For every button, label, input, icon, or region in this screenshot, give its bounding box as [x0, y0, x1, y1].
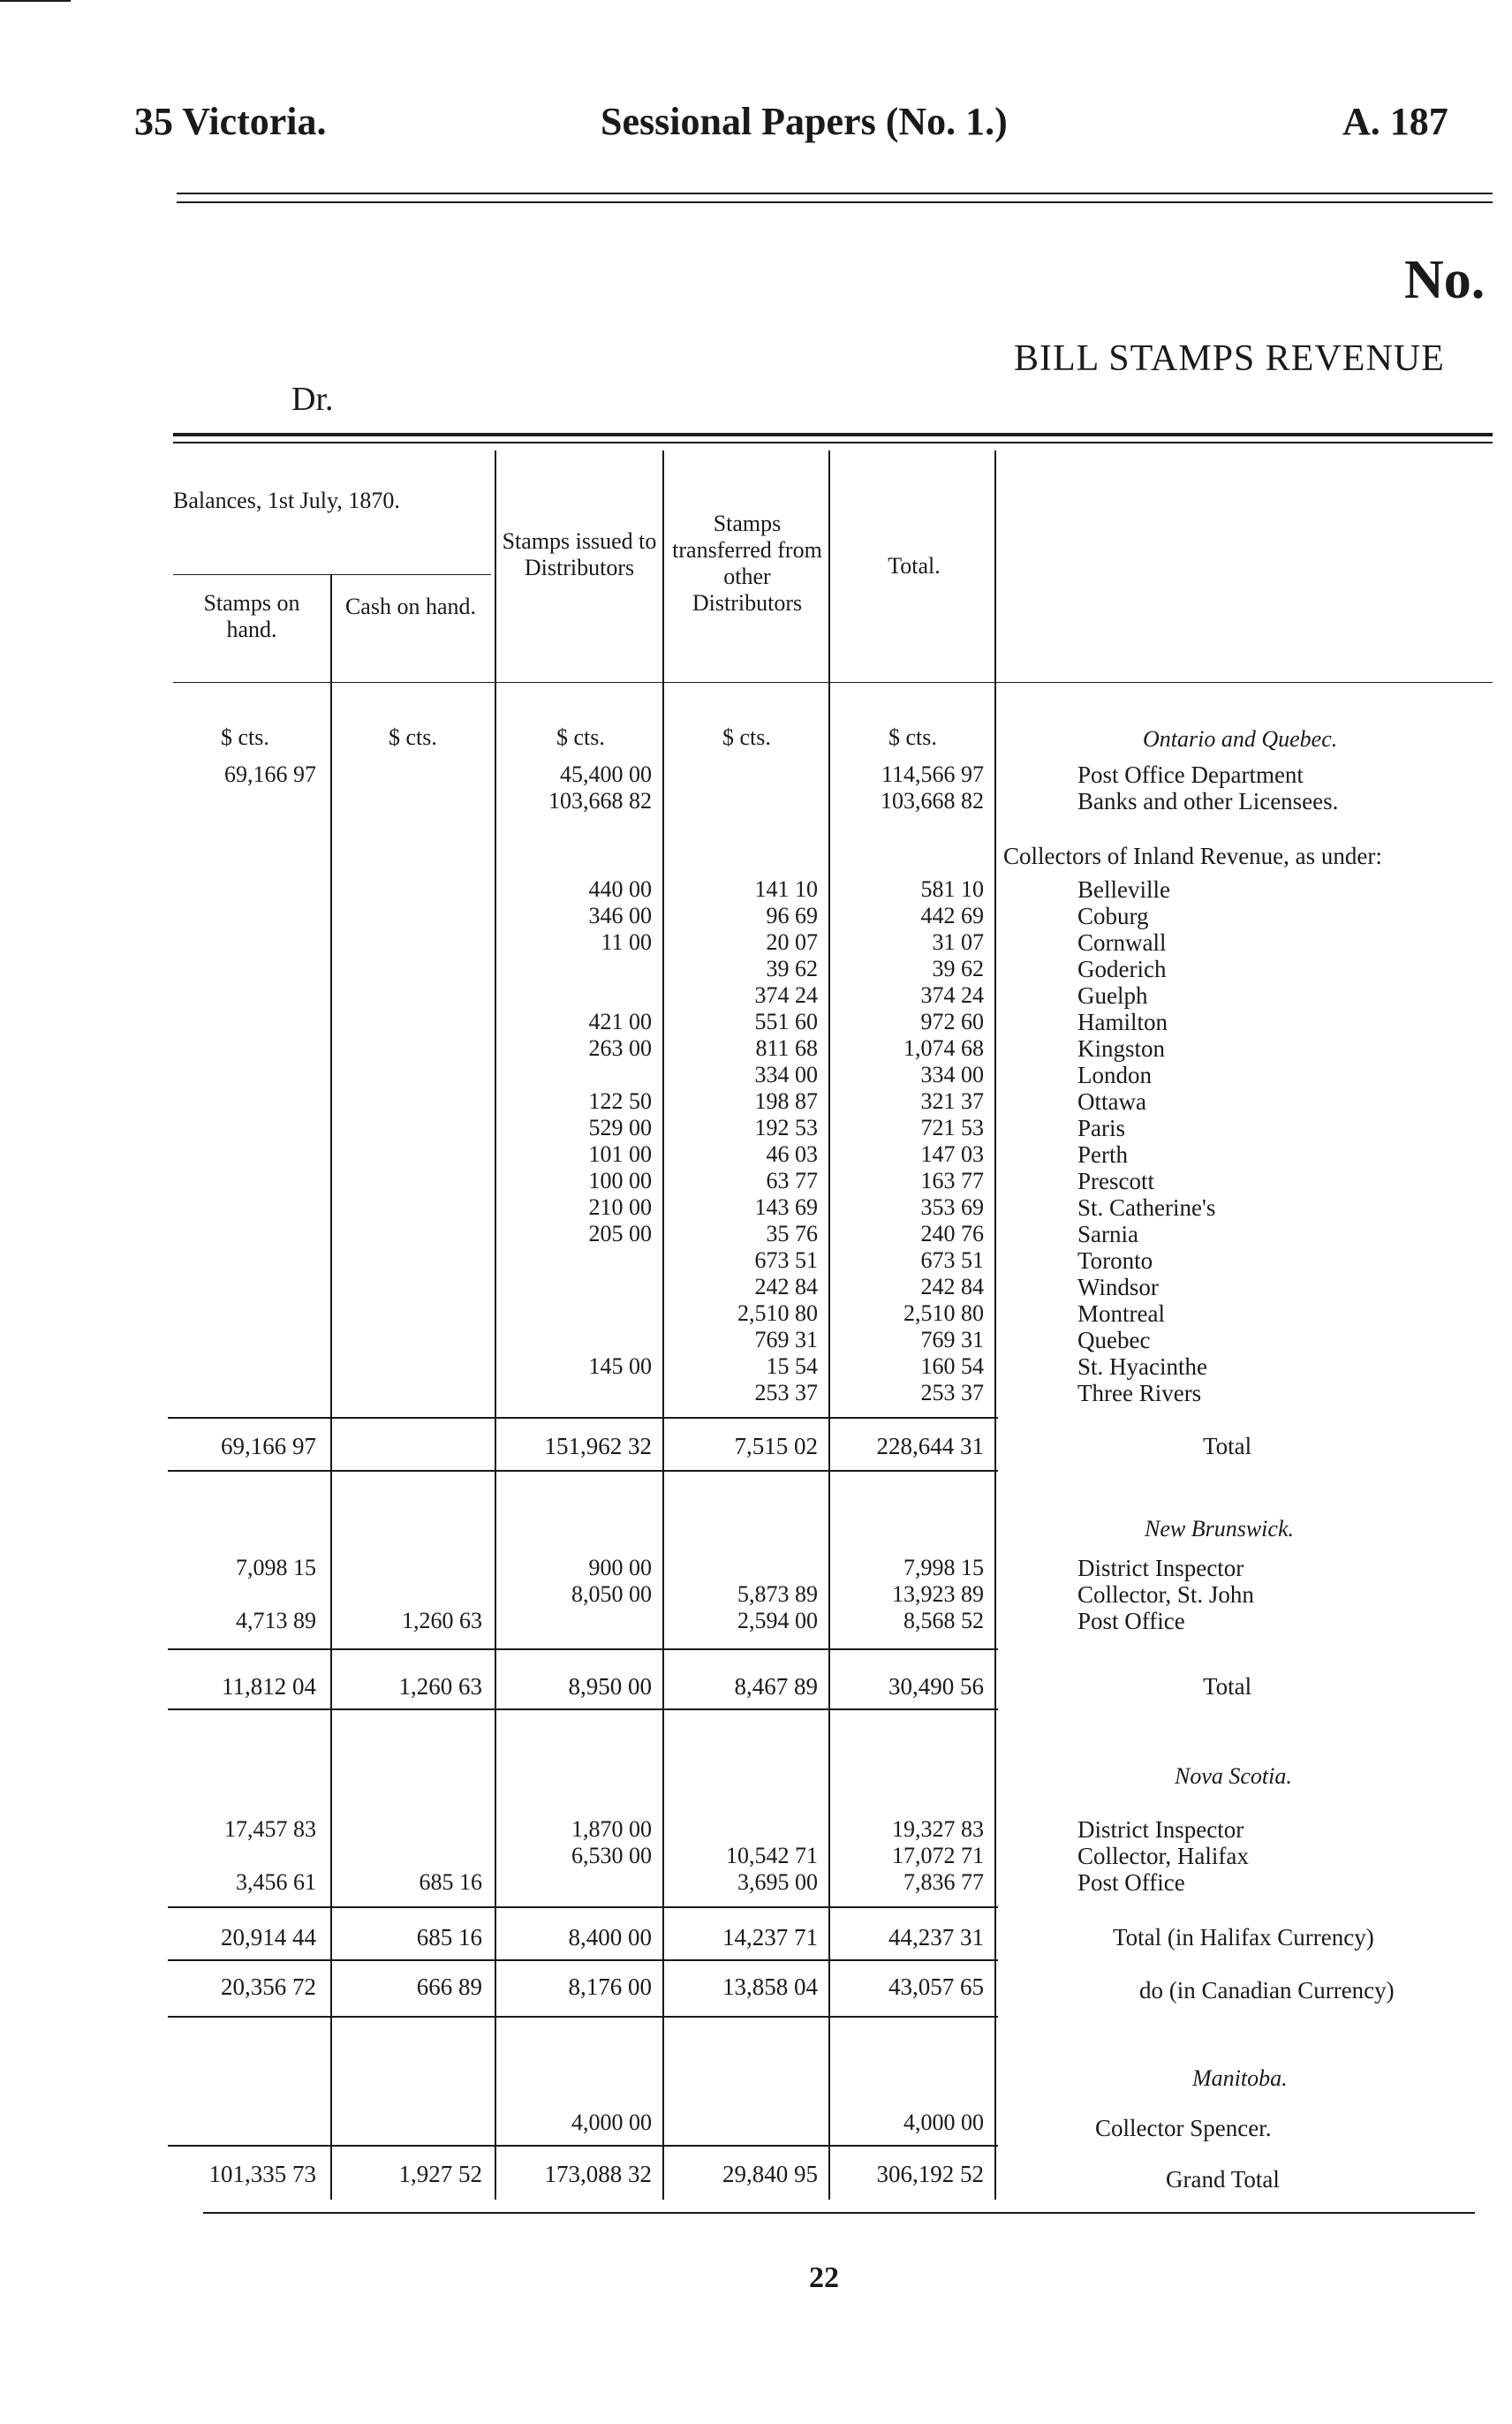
row-label: Post Office [1077, 1608, 1185, 1634]
cell-transferred: 8,467 89 [734, 1673, 818, 1700]
section-title-new-brunswick: New Brunswick. [1145, 1516, 1294, 1542]
cell-total: 39 62 [932, 956, 984, 981]
cell-stamps-on-hand: 20,914 44 [221, 1924, 316, 1951]
row-label: Sarnia [1077, 1221, 1138, 1247]
row-label: Post Office [1077, 1869, 1185, 1896]
cell-issued: 4,000 00 [571, 2110, 652, 2135]
row-label: do (in Canadian Currency) [1139, 1977, 1395, 2004]
cell-total: 43,057 65 [888, 1973, 984, 2000]
cell-transferred: 334 00 [754, 1062, 818, 1087]
cell-transferred: 15 54 [766, 1353, 818, 1379]
cell-transferred: 14,237 71 [722, 1924, 818, 1951]
cell-transferred: 192 53 [754, 1115, 818, 1140]
cell-total: 103,668 82 [881, 788, 984, 814]
row-label: Kingston [1077, 1035, 1166, 1062]
section-title-collectors: Collectors of Inland Revenue, as under: [1003, 843, 1382, 869]
header-bottom-rule [173, 682, 1493, 683]
row-label: Prescott [1077, 1168, 1154, 1194]
cell-transferred: 13,858 04 [722, 1973, 818, 2000]
cell-transferred: 7,515 02 [734, 1433, 818, 1459]
cell-issued: 145 00 [588, 1353, 652, 1379]
cell-transferred: 769 31 [754, 1327, 818, 1352]
header-subrule [173, 574, 491, 575]
cell-total: 4,000 00 [903, 2110, 984, 2135]
cell-transferred: 242 84 [754, 1274, 818, 1299]
cell-transferred: 96 69 [766, 903, 818, 928]
cell-total: 972 60 [920, 1009, 984, 1034]
cell-total: 334 00 [920, 1062, 984, 1087]
cell-transferred: 551 60 [754, 1009, 818, 1034]
total-rule [168, 1906, 998, 1908]
row-label: Banks and other Licensees. [1077, 788, 1339, 814]
column-divider [662, 451, 664, 2200]
cell-total: 7,836 77 [903, 1869, 984, 1895]
row-label: Collector, St. John [1077, 1581, 1254, 1608]
column-divider [828, 451, 830, 2200]
row-label: Belleville [1077, 876, 1170, 903]
cell-issued: 8,050 00 [571, 1581, 652, 1607]
cell-total: 673 51 [920, 1247, 984, 1273]
cell-total: 353 69 [920, 1194, 984, 1220]
header-stamps-transferred: Stamps transferred from other Distributors [672, 511, 822, 616]
cell-total: 2,510 80 [903, 1300, 984, 1326]
unit-label: $ cts. [221, 724, 269, 750]
cell-transferred: 39 62 [766, 956, 818, 981]
total-rule [168, 2145, 998, 2147]
cell-transferred: 198 87 [754, 1088, 818, 1114]
cell-total: 30,490 56 [888, 1673, 984, 1700]
cell-cash-on-hand: 685 16 [416, 1924, 482, 1951]
row-label: Guelph [1077, 982, 1148, 1009]
cell-issued: 173,088 32 [544, 2161, 652, 2187]
row-label: Total [1203, 1673, 1252, 1700]
cell-stamps-on-hand: 17,457 83 [224, 1816, 316, 1842]
cell-cash-on-hand: 685 16 [419, 1869, 482, 1895]
cell-total: 7,998 15 [903, 1555, 984, 1580]
row-label: District Inspector [1077, 1816, 1244, 1843]
total-rule [168, 1417, 998, 1419]
row-label: Total [1203, 1433, 1252, 1459]
cell-transferred: 2,594 00 [737, 1608, 818, 1633]
cell-total: 147 03 [920, 1141, 984, 1167]
cell-issued: 900 00 [588, 1555, 652, 1580]
row-label: St. Catherine's [1077, 1194, 1216, 1221]
cell-issued: 6,530 00 [571, 1843, 652, 1868]
page-number: 22 [809, 2261, 839, 2294]
header-stamps-on-hand: Stamps on hand. [203, 590, 300, 642]
cell-transferred: 811 68 [755, 1035, 818, 1061]
running-head-right: A. 187 [1342, 100, 1448, 143]
total-rule [168, 1470, 998, 1472]
cell-total: 17,072 71 [892, 1843, 984, 1868]
header-balances: Balances, 1st July, 1870. [173, 488, 400, 513]
row-label: Grand Total [1166, 2166, 1280, 2193]
table-top-rule [173, 442, 1493, 443]
cell-transferred: 253 37 [754, 1380, 818, 1405]
cell-issued: 8,176 00 [568, 1973, 652, 2000]
cell-issued: 1,870 00 [571, 1816, 652, 1842]
row-label: Post Office Department [1077, 761, 1304, 788]
row-label: Ottawa [1077, 1088, 1146, 1115]
row-label: Paris [1077, 1115, 1125, 1141]
running-head-left: 35 Victoria. [134, 100, 327, 143]
row-label: Toronto [1077, 1247, 1153, 1274]
unit-label: $ cts. [556, 724, 605, 750]
row-label: Three Rivers [1077, 1380, 1202, 1406]
cell-total: 114,566 97 [881, 761, 984, 787]
cell-transferred: 63 77 [766, 1168, 818, 1193]
cell-total: 13,923 89 [892, 1581, 984, 1607]
cell-issued: 11 00 [601, 929, 652, 955]
row-label: Goderich [1077, 956, 1167, 982]
cell-transferred: 3,695 00 [737, 1869, 818, 1895]
cell-issued: 151,962 32 [544, 1433, 652, 1459]
cell-issued: 346 00 [588, 903, 652, 928]
row-label: Collector, Halifax [1077, 1843, 1249, 1869]
cell-total: 31 07 [932, 929, 984, 955]
cell-transferred: 673 51 [754, 1247, 818, 1273]
cell-total: 581 10 [920, 876, 984, 902]
cell-total: 240 76 [920, 1221, 984, 1246]
cell-total: 306,192 52 [876, 2161, 984, 2187]
cell-stamps-on-hand: 101,335 73 [208, 2161, 316, 2187]
total-rule [168, 2016, 998, 2018]
row-label: London [1077, 1062, 1152, 1088]
header-cash-on-hand: Cash on hand. [344, 594, 477, 619]
table-top-rule [173, 433, 1493, 436]
cell-stamps-on-hand: 7,098 15 [236, 1555, 316, 1580]
cell-cash-on-hand: 1,260 63 [398, 1673, 482, 1700]
total-rule [168, 1648, 998, 1650]
cell-issued: 101 00 [588, 1141, 652, 1167]
column-divider [330, 574, 332, 2200]
cell-total: 721 53 [920, 1115, 984, 1140]
column-divider [994, 451, 996, 2200]
header-rule [177, 193, 1493, 194]
cell-cash-on-hand: 666 89 [416, 1973, 482, 2000]
header-stamps-issued: Stamps issued to Distributors [502, 528, 657, 580]
row-label: Montreal [1077, 1300, 1165, 1327]
cell-transferred: 29,840 95 [722, 2161, 818, 2187]
cell-transferred: 35 76 [766, 1221, 818, 1246]
cell-stamps-on-hand: 4,713 89 [236, 1608, 316, 1633]
debit-label: Dr. [291, 381, 334, 418]
header-total: Total. [888, 553, 941, 579]
cell-total: 242 84 [920, 1274, 984, 1299]
document-number: No. [1404, 250, 1486, 310]
row-label: Cornwall [1077, 929, 1167, 956]
cell-total: 163 77 [920, 1168, 984, 1193]
unit-label: $ cts. [888, 724, 937, 750]
cell-stamps-on-hand: 69,166 97 [221, 1433, 316, 1459]
cell-total: 321 37 [920, 1088, 984, 1114]
cell-transferred: 2,510 80 [737, 1300, 818, 1326]
row-label: Hamilton [1077, 1009, 1168, 1035]
row-label: St. Hyacinthe [1077, 1353, 1207, 1380]
document-title: BILL STAMPS REVENUE [1014, 338, 1445, 379]
section-title-manitoba: Manitoba. [1192, 2065, 1288, 2091]
cell-transferred: 46 03 [766, 1141, 818, 1167]
cell-total: 1,074 68 [903, 1035, 984, 1061]
running-head-center: Sessional Papers (No. 1.) [601, 100, 1008, 143]
cell-transferred: 143 69 [754, 1194, 818, 1220]
cell-issued: 100 00 [588, 1168, 652, 1193]
header-rule [177, 201, 1493, 203]
cell-issued: 529 00 [588, 1115, 652, 1140]
total-rule [168, 1959, 998, 1961]
section-title-ontario: Ontario and Quebec. [1143, 726, 1338, 752]
row-label: Quebec [1077, 1327, 1151, 1353]
cell-transferred: 20 07 [766, 929, 818, 955]
row-label: Total (in Halifax Currency) [1113, 1924, 1374, 1951]
cell-issued: 8,950 00 [568, 1673, 652, 1700]
cell-transferred: 374 24 [754, 982, 818, 1008]
unit-label: $ cts. [722, 724, 771, 750]
cell-total: 44,237 31 [888, 1924, 984, 1951]
cell-issued: 263 00 [588, 1035, 652, 1061]
row-label: Collector Spencer. [1095, 2115, 1272, 2141]
cell-stamps-on-hand: 11,812 04 [222, 1673, 316, 1700]
total-rule [168, 1708, 998, 1710]
row-label: Coburg [1077, 903, 1149, 929]
cell-issued: 421 00 [588, 1009, 652, 1034]
cell-issued: 103,668 82 [548, 788, 652, 814]
row-label: Windsor [1077, 1274, 1159, 1300]
cell-stamps-on-hand: 3,456 61 [236, 1869, 316, 1895]
cell-total: 253 37 [920, 1380, 984, 1405]
cell-transferred: 5,873 89 [737, 1581, 818, 1607]
cell-issued: 8,400 00 [568, 1924, 652, 1951]
table-bottom-rule [203, 2212, 1475, 2214]
column-divider [495, 451, 496, 2200]
cell-cash-on-hand: 1,260 63 [402, 1608, 482, 1633]
cell-cash-on-hand: 1,927 52 [398, 2161, 482, 2187]
cell-stamps-on-hand: 69,166 97 [224, 761, 316, 787]
cell-total: 374 24 [920, 982, 984, 1008]
cell-total: 160 54 [920, 1353, 984, 1379]
cell-total: 769 31 [920, 1327, 984, 1352]
cell-issued: 440 00 [588, 876, 652, 902]
header-dash [0, 0, 71, 2]
cell-total: 442 69 [920, 903, 984, 928]
cell-issued: 122 50 [588, 1088, 652, 1114]
cell-total: 8,568 52 [903, 1608, 984, 1633]
cell-transferred: 141 10 [754, 876, 818, 902]
cell-total: 228,644 31 [876, 1433, 984, 1459]
cell-issued: 210 00 [588, 1194, 652, 1220]
cell-issued: 205 00 [588, 1221, 652, 1246]
section-title-nova-scotia: Nova Scotia. [1175, 1763, 1292, 1789]
cell-stamps-on-hand: 20,356 72 [221, 1973, 316, 2000]
cell-issued: 45,400 00 [560, 761, 652, 787]
unit-label: $ cts. [389, 724, 437, 750]
row-label: District Inspector [1077, 1555, 1244, 1581]
cell-total: 19,327 83 [892, 1816, 984, 1842]
row-label: Perth [1077, 1141, 1128, 1168]
cell-transferred: 10,542 71 [726, 1843, 818, 1868]
